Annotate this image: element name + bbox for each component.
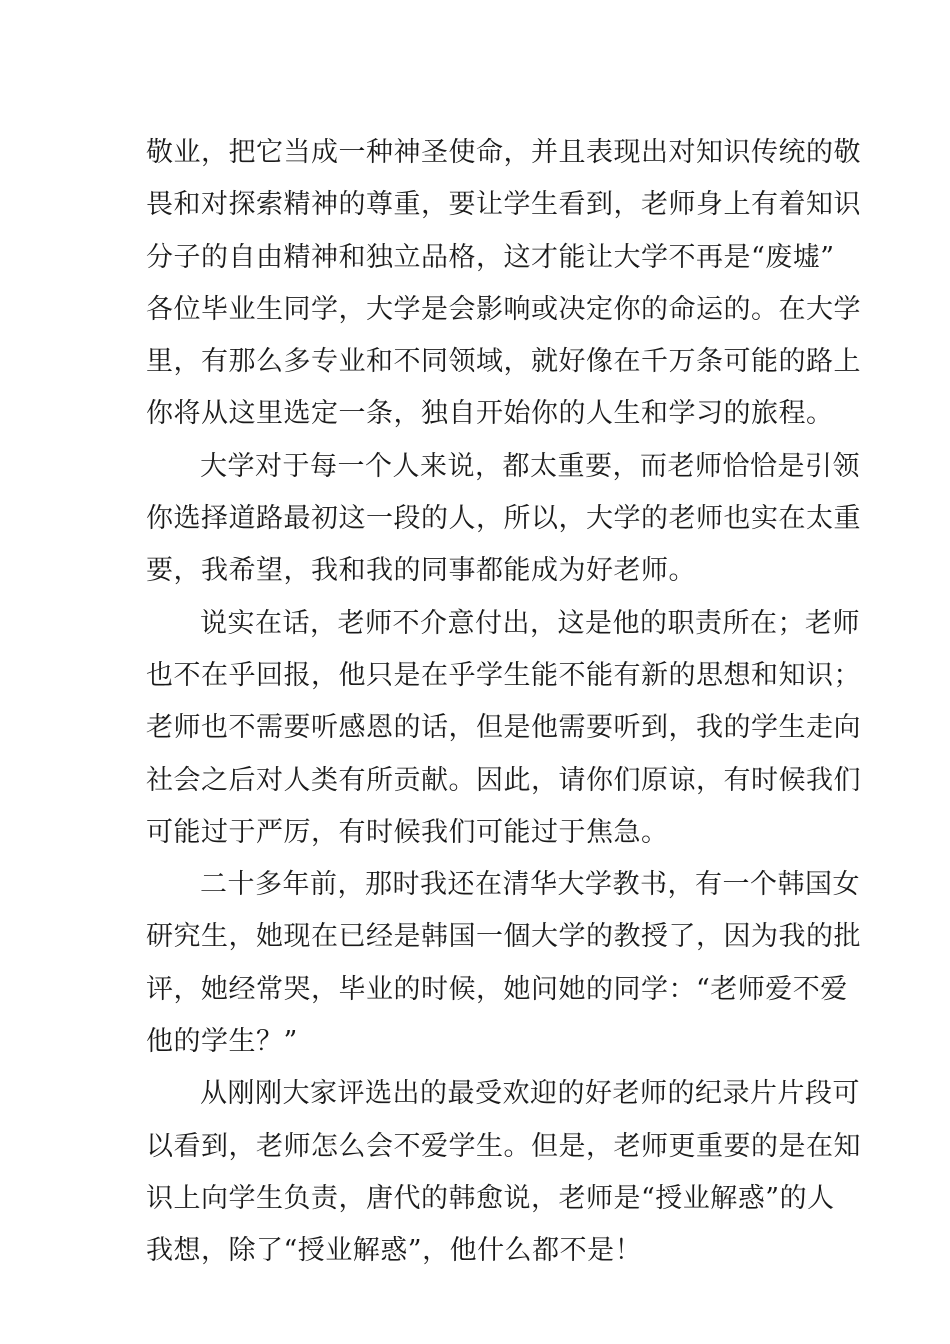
- document-body: [146, 127, 861, 1278]
- text-line: 各位毕业生同学，大学是会影响或决定你的命运的。在大学: [146, 293, 861, 325]
- paragraph-first-line: 大学对于每一个人来说，都太重要，而老师恰恰是引领: [200, 450, 860, 482]
- paragraph-first-line: 说实在话，老师不介意付出，这是他的职责所在；老师: [200, 607, 860, 639]
- text-line: 分子的自由精神和独立品格，这才能让大学不再是“废墟”: [146, 241, 835, 273]
- paragraph-first-line: 从刚刚大家评选出的最受欢迎的好老师的纪录片片段可: [200, 1078, 860, 1110]
- text-line: 他的学生？”: [146, 1026, 298, 1058]
- text-line: 识上向学生负责，唐代的韩愈说，老师是“授业解惑”的人: [146, 1182, 835, 1214]
- text-line: 研究生，她现在已经是韩国一個大学的教授了，因为我的批: [146, 921, 861, 953]
- text-line: 你将从这里选定一条，独自开始你的人生和学习的旅程。: [146, 398, 834, 430]
- text-line: 社会之后对人类有所贡献。因此，请你们原谅，有时候我们: [146, 764, 861, 796]
- text-line: 里，有那么多专业和不同领域，就好像在千万条可能的路上: [146, 346, 861, 378]
- paragraph-first-line: 二十多年前，那时我还在清华大学教书，有一个韩国女: [200, 869, 860, 901]
- text-line: 评，她经常哭，毕业的时候，她问她的同学：“老师爱不爱: [146, 973, 848, 1005]
- text-line: 老师也不需要听感恩的话，但是他需要听到，我的学生走向: [146, 712, 861, 744]
- text-line: 敬业，把它当成一种神圣使命，并且表现出对知识传统的敬: [146, 137, 861, 168]
- text-line: 你选择道路最初这一段的人，所以，大学的老师也实在太重: [146, 503, 861, 535]
- text-line: 可能过于严厉，有时候我们可能过于焦急。: [146, 816, 669, 848]
- text-line: 以看到，老师怎么会不爱学生。但是，老师更重要的是在知: [146, 1130, 861, 1162]
- text-line: 要，我希望，我和我的同事都能成为好老师。: [146, 555, 696, 587]
- text-line: 畏和对探索精神的尊重，要让学生看到，老师身上有着知识: [146, 189, 861, 221]
- text-line: 我想，除了“授业解惑”，他什么都不是！: [146, 1235, 643, 1267]
- text-line: 也不在乎回报，他只是在乎学生能不能有新的思想和知识；: [146, 659, 861, 691]
